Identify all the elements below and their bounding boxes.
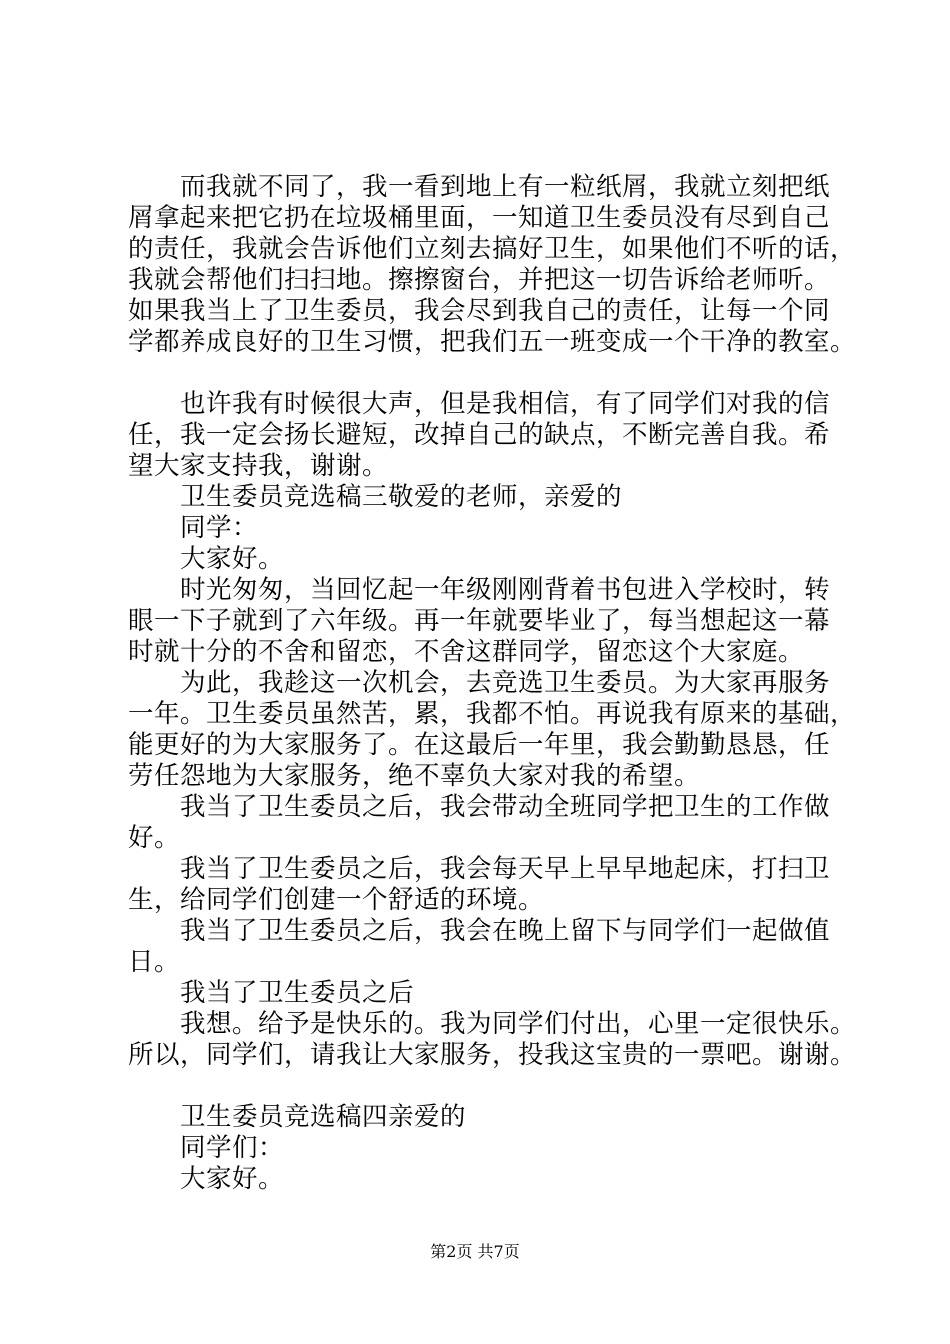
paragraph-line: 也许我有时候很大声，但是我相信，有了同学们对我的信 xyxy=(180,389,831,419)
paragraph-line: 我就会帮他们扫扫地。擦擦窗台，并把这一切告诉给老师听。 xyxy=(128,265,831,295)
paragraph-gap xyxy=(128,1071,848,1102)
paragraph-line: 劳任怨地为大家服务，绝不辜负大家对我的希望。 xyxy=(128,761,701,791)
paragraph-line: 时光匆匆，当回忆起一年级刚刚背着书包进入学校时，转 xyxy=(180,575,831,605)
paragraph-line: 望大家支持我，谢谢。 xyxy=(128,451,389,481)
paragraph xyxy=(128,482,848,513)
paragraph-line: 时就十分的不舍和留恋，不舍这群同学，留恋这个大家庭。 xyxy=(128,637,805,667)
paragraph-line: 如果我当上了卫生委员，我会尽到我自己的责任，让每一个同 xyxy=(128,296,831,326)
paragraph-line: 我当了卫生委员之后，我会每天早上早早地起床，打扫卫 xyxy=(180,854,831,884)
paragraph-line: 我当了卫生委员之后，我会在晚上留下与同学们一起做值 xyxy=(180,916,831,946)
paragraph-gap xyxy=(128,358,848,389)
paragraph-line: 我想。给予是快乐的。我为同学们付出，心里一定很快乐。 xyxy=(180,1009,857,1039)
paragraph-line: 同学： xyxy=(180,513,259,543)
paragraph-line: 任，我一定会扬长避短，改掉自己的缺点，不断完善自我。希 xyxy=(128,420,831,450)
paragraph xyxy=(128,854,848,916)
page-footer: 第2页 共7页 xyxy=(430,1242,520,1261)
paragraph-line: 大家好。 xyxy=(180,544,285,574)
paragraph xyxy=(128,1009,857,1071)
paragraph xyxy=(128,575,848,668)
paragraph xyxy=(128,544,848,575)
paragraph xyxy=(128,668,857,792)
paragraph-line: 日。 xyxy=(128,947,181,977)
paragraph-line: 所以，同学们，请我让大家服务，投我这宝贵的一票吧。谢谢。 xyxy=(128,1040,857,1070)
paragraph-line: 屑拿起来把它扔在垃圾桶里面，一知道卫生委员没有尽到自己 xyxy=(128,203,831,233)
paragraph-line: 能更好的为大家服务了。在这最后一年里，我会勤勤恳恳，任 xyxy=(128,730,831,760)
paragraph-line: 我当了卫生委员之后，我会带动全班同学把卫生的工作做 xyxy=(180,792,831,822)
paragraph-line: 卫生委员竞选稿三敬爱的老师，亲爱的 xyxy=(180,482,623,512)
paragraph xyxy=(128,1133,848,1164)
paragraph xyxy=(128,172,857,358)
paragraph-line: 学都养成良好的卫生习惯，把我们五一班变成一个干净的教室。 xyxy=(128,327,857,357)
paragraph-line: 好。 xyxy=(128,823,181,853)
document-body xyxy=(128,172,857,1195)
paragraph-line: 生，给同学们创建一个舒适的环境。 xyxy=(128,885,545,915)
paragraph xyxy=(128,792,848,854)
paragraph-line: 一年。卫生委员虽然苦，累，我都不怕。再说我有原来的基础， xyxy=(128,699,857,729)
paragraph xyxy=(128,389,848,482)
paragraph-line: 我当了卫生委员之后 xyxy=(180,978,415,1008)
paragraph-line: 同学们： xyxy=(180,1133,285,1163)
paragraph xyxy=(128,513,848,544)
paragraph xyxy=(128,1102,848,1133)
paragraph xyxy=(128,1164,848,1195)
paragraph-line: 为此，我趁这一次机会，去竞选卫生委员。为大家再服务 xyxy=(180,668,831,698)
paragraph xyxy=(128,978,848,1009)
paragraph-line: 的责任，我就会告诉他们立刻去搞好卫生，如果他们不听的话， xyxy=(128,234,857,264)
paragraph-line: 而我就不同了，我一看到地上有一粒纸屑，我就立刻把纸 xyxy=(180,172,831,202)
paragraph-line: 眼一下子就到了六年级。再一年就要毕业了，每当想起这一幕 xyxy=(128,606,831,636)
paragraph-line: 大家好。 xyxy=(180,1164,285,1194)
paragraph xyxy=(128,916,848,978)
paragraph-line: 卫生委员竞选稿四亲爱的 xyxy=(180,1102,467,1132)
